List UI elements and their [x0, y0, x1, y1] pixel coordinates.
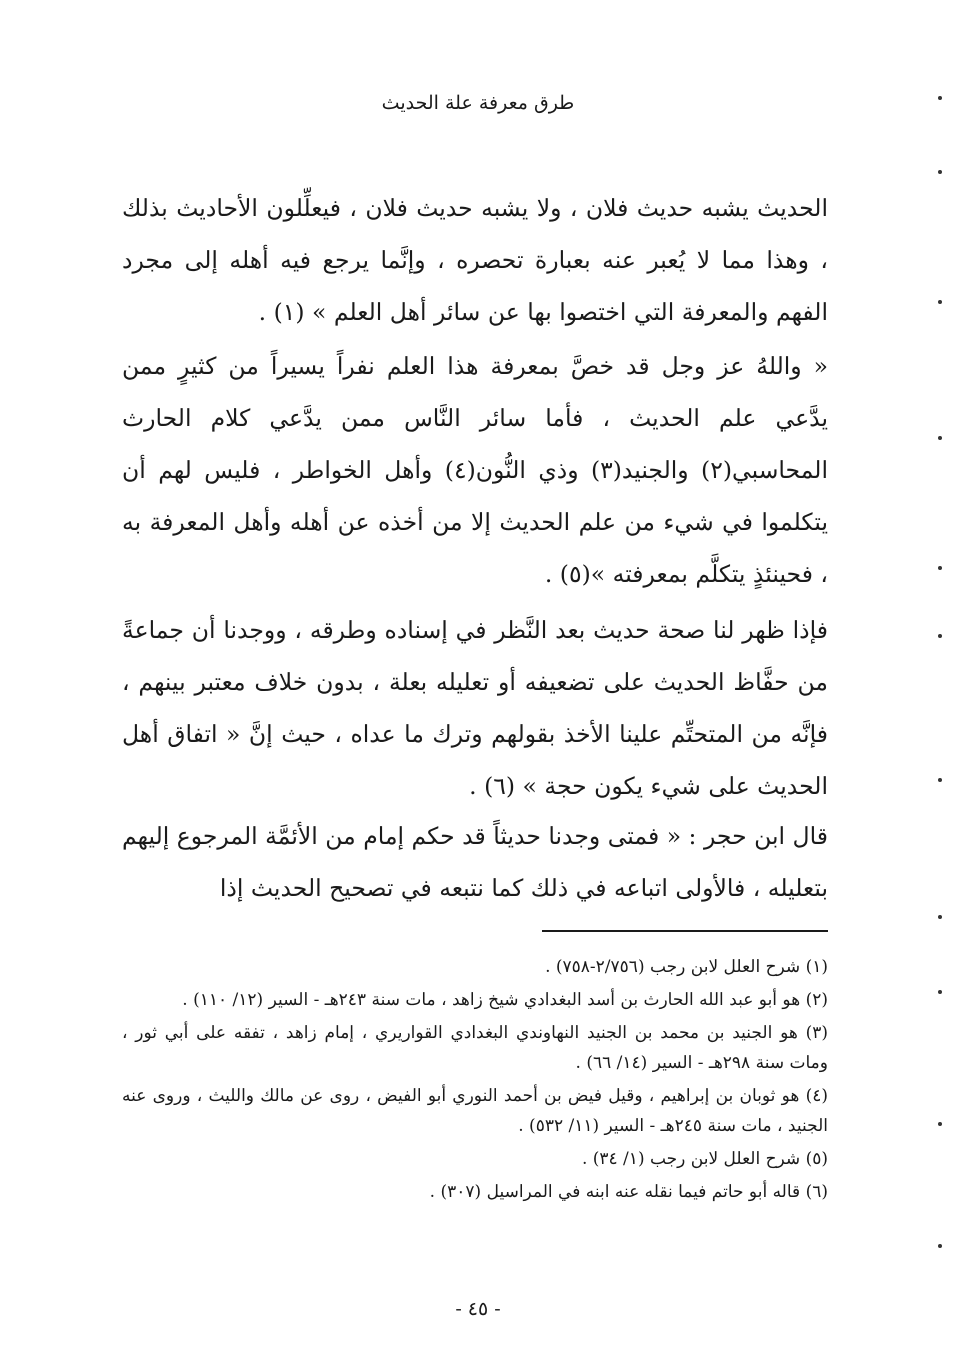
- footnote-5: (٥) شرح العلل لابن رجب (١/ ٣٤) .: [581, 1149, 828, 1169]
- footnote-3: (٣) هو الجنيد بن محمد بن الجنيد النهاوندي البغدادي القواريري ، إمام زاهد ، تفقه على أبي ثور ، ومات سنة ٢٩٨هـ - السير (١٤/ ٦٦) .: [122, 1023, 828, 1073]
- paragraph-text: قال ابن حجر : « فمتى وجدنا حديثاً قد حكم إمام من الأئمَّة المرجوع إليهم بتعليله ، فالأولى اتباعه في ذلك كما نتبعه في تصحيح الحديث إذا: [122, 822, 828, 902]
- scan-speck: [938, 915, 942, 919]
- scan-speck: [938, 170, 942, 174]
- scan-speck: [938, 1244, 942, 1248]
- body-paragraph-4: [122, 810, 828, 914]
- scan-speck: [938, 634, 942, 638]
- paragraph-text: « واللهُ عز وجل قد خصَّ بمعرفة هذا العلم نفراً يسيراً من كثيرٍ ممن يدَّعي علم الحديث ، فأما سائر النَّاس ممن يدَّعي كلام الحارث المحاسبي(٢) والجنيد(٣) وذي النُّون(٤) وأهل الخواطر ، فليس لهم أن يتكلموا في شيء من علم الحديث إلا من أخذه عن أهله وأهل المعرفة به ، فحينئذٍ يتكلَّم بمعرفته »(٥) .: [122, 352, 828, 588]
- footnote-6: (٦) قاله أبو حاتم فيما نقله عنه ابنه في المراسيل (٣٠٧) .: [429, 1182, 828, 1202]
- scan-speck: [938, 778, 942, 782]
- page-number: - ٤٥ -: [455, 1298, 501, 1320]
- footnote-4: (٤) هو ثوبان بن إبراهيم ، وقيل فيض بن أحمد النوري أبو الفيض ، روى عن مالك والليث ، وروى عنه الجنيد ، مات سنة ٢٤٥هـ - السير (١١/ ٥٣٢) .: [122, 1086, 828, 1136]
- body-paragraph-1: [122, 182, 828, 338]
- scan-speck: [938, 566, 942, 570]
- scan-speck: [938, 990, 942, 994]
- scan-speck: [938, 436, 942, 440]
- paragraph-text: فإذا ظهر لنا صحة حديث بعد النَّظر في إسناده وطرقه ، ووجدنا أن جماعةً من حفَّاظ الحديث على تضعيفه أو تعليله بعلة ، بدون خلاف معتبر بينهم ، فإنَّه من المتحتِّم علينا الأخذ بقولهم وترك ما عداه ، حيث إنَّ « اتفاق أهل الحديث على شيء يكون حجة » (٦) .: [122, 616, 828, 800]
- paragraph-text: الحديث يشبه حديث فلان ، ولا يشبه حديث فلان ، فيعلِّلون الأحاديث بذلك ، وهذا مما لا يُعبر عنه بعبارة تحصره ، وإنَّما يرجع فيه أهله إلى مجرد الفهم والمعرفة التي اختصوا بها عن سائر أهل العلم » (١) .: [122, 194, 828, 326]
- scan-speck: [938, 96, 942, 100]
- body-paragraph-2: [122, 340, 828, 600]
- body-paragraph-3: [122, 604, 828, 812]
- scan-speck: [938, 1122, 942, 1126]
- footnote-divider: [542, 930, 828, 932]
- scan-speck: [938, 300, 942, 304]
- footnotes: [122, 952, 828, 1210]
- footnote-1: (١) شرح العلل لابن رجب (٢/٧٥٦-٧٥٨) .: [545, 957, 828, 977]
- footnote-2: (٢) هو أبو عبد الله الحارث بن أسد البغدادي شيخ زاهد ، مات سنة ٢٤٣هـ - السير (١٢/ ١١٠) .: [182, 990, 828, 1010]
- running-head: طرق معرفة علة الحديث: [381, 92, 575, 114]
